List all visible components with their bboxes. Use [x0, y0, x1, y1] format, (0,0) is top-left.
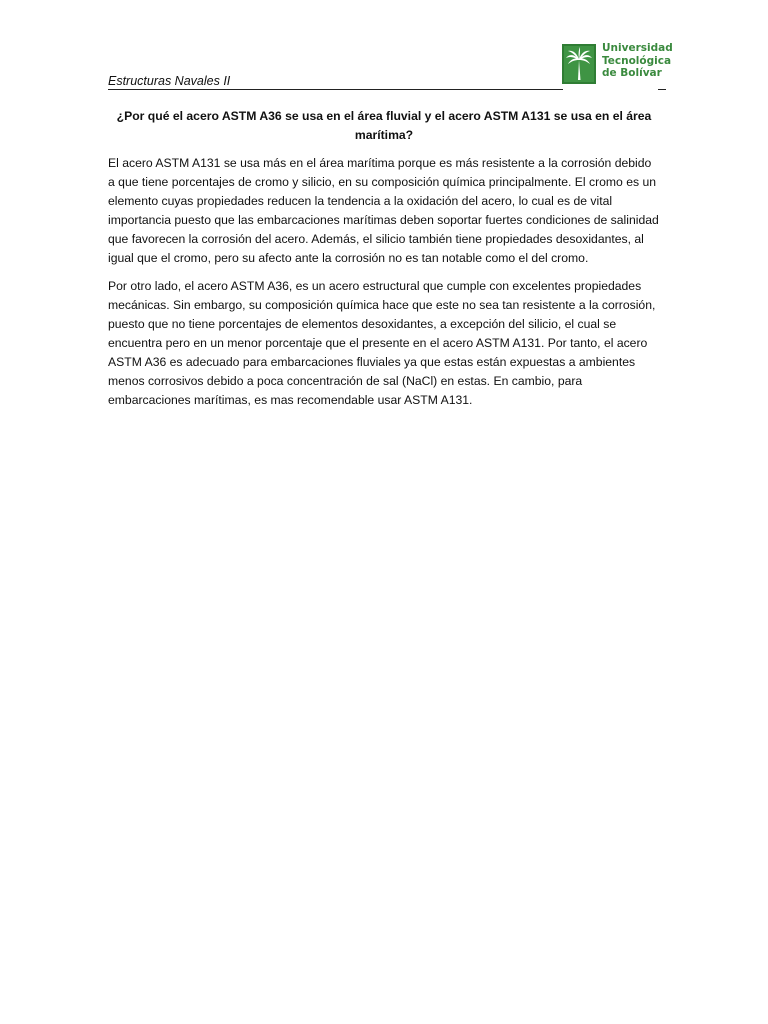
paragraph-a36: Por otro lado, el acero ASTM A36, es un acero estructural que cumple con excelentes propiedades mecánicas. Sin embargo, su composición química hace que este no sea tan resistente a la corrosión, puesto que no tiene porcentajes de elementos desoxidantes, a excepción del silicio, el cual se encuentra pero en un menor porcentaje que el presente en el acero ASTM A131. Por tanto, el acero ASTM A36 es adecuado para embarcaciones fluviales ya que estas están expuestas a ambientes menos corrosivos debido a poca concentración de sal (NaCl) en estas. En cambio, para embarcaciones marítimas, es mas recomendable usar ASTM A131. [108, 279, 656, 407]
logo-line-3: de Bolívar [602, 67, 662, 79]
question-heading: ¿Por qué el acero ASTM A36 se usa en el área fluvial y el acero ASTM A131 se usa en el área marítima? [116, 109, 652, 142]
logo-line-1: Universidad [602, 42, 673, 54]
document-body [108, 107, 660, 410]
header-course-title: Estructuras Navales II [108, 74, 231, 88]
paragraph-a131: El acero ASTM A131 se usa más en el área marítima porque es más resistente a la corrosión debido a que tiene porcentajes de cromo y silicio, en su composición química principalmente. El cromo es un elemento cuyas propiedades reducen la tendencia a la oxidación del acero, lo cual es de vital importancia puesto que las embarcaciones marítimas deben soportar fuertes condiciones de salinidad que favorecen la corrosión del acero. Además, el silicio también tiene propiedades desoxidantes, al igual que el cromo, pero su afecto ante la corrosión no es tan notable como el del cromo. [108, 156, 659, 265]
header-rule [108, 89, 563, 90]
logo-wordmark [602, 42, 674, 80]
university-logo [562, 42, 672, 90]
logo-line-2: Tecnológica [602, 54, 672, 67]
page-header [108, 40, 673, 92]
palm-tree-logo-icon [562, 44, 596, 84]
